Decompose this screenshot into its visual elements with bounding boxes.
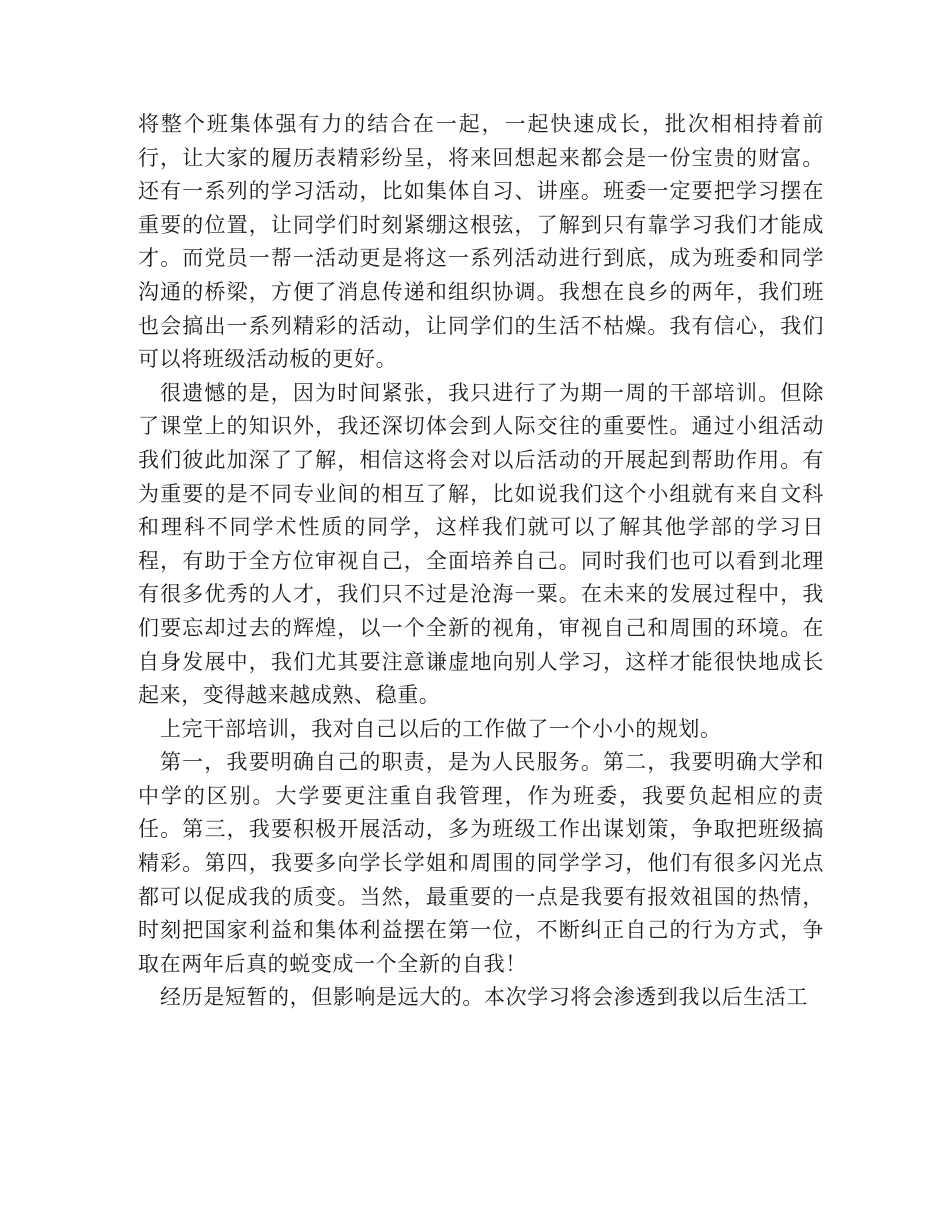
body-text [138,108,824,1015]
paragraph-plan-points: 第一，我要明确自己的职责，是为人民服务。第二，我要明确大学和中学的区别。大学要更注重自我管理，作为班委，我要负起相应的责任。第三，我要积极开展活动，多为班级工作出谋划策，争取把班级搞精彩。第四，我要多向学长学姐和周围的同学学习，他们有很多闪光点都可以促成我的质变。当然，最重要的一点是我要有报效祖国的热情，时刻把国家利益和集体利益摆在第一位，不断纠正自己的行为方式，争取在两年后真的蜕变成一个全新的自我！ [138,750,824,976]
paragraph-plan-intro: 上完干部培训，我对自己以后的工作做了一个小小的规划。 [160,716,722,741]
paragraph-continuation: 将整个班集体强有力的结合在一起，一起快速成长，批次相相持着前行，让大家的履历表精彩纷呈，将来回想起来都会是一份宝贵的财富。还有一系列的学习活动，比如集体自习、讲座。班委一定要把学习摆在重要的位置，让同学们时刻紧绷这根弦，了解到只有靠学习我们才能成才。而党员一帮一活动更是将这一系列活动进行到底，成为班委和同学沟通的桥梁，方便了消息传递和组织协调。我想在良乡的两年，我们班也会搞出一系列精彩的活动，让同学们的生活不枯燥。我有信心，我们可以将班级活动板的更好。 [138,112,824,372]
paragraph-conclusion: 经历是短暂的，但影响是远大的。本次学习将会渗透到我以后生活工 [160,985,808,1010]
paragraph-training-reflection: 很遗憾的是，因为时间紧张，我只进行了为期一周的干部培训。但除了课堂上的知识外，我还深切体会到人际交往的重要性。通过小组活动我们彼此加深了了解，相信这将会对以后活动的开展起到帮助作用。有为重要的是不同专业间的相互了解，比如说我们这个小组就有来自文科和理科不同学术性质的同学，这样我们就可以了解其他学部的学习日程，有助于全方位审视自己，全面培养自己。同时我们也可以看到北理有很多优秀的人才，我们只不过是沧海一粟。在未来的发展过程中，我们要忘却过去的辉煌，以一个全新的视角，审视自己和周围的环境。在自身发展中，我们尤其要注意谦虚地向别人学习，这样才能很快地成长起来，变得越来越成熟、稳重。 [138,380,824,708]
